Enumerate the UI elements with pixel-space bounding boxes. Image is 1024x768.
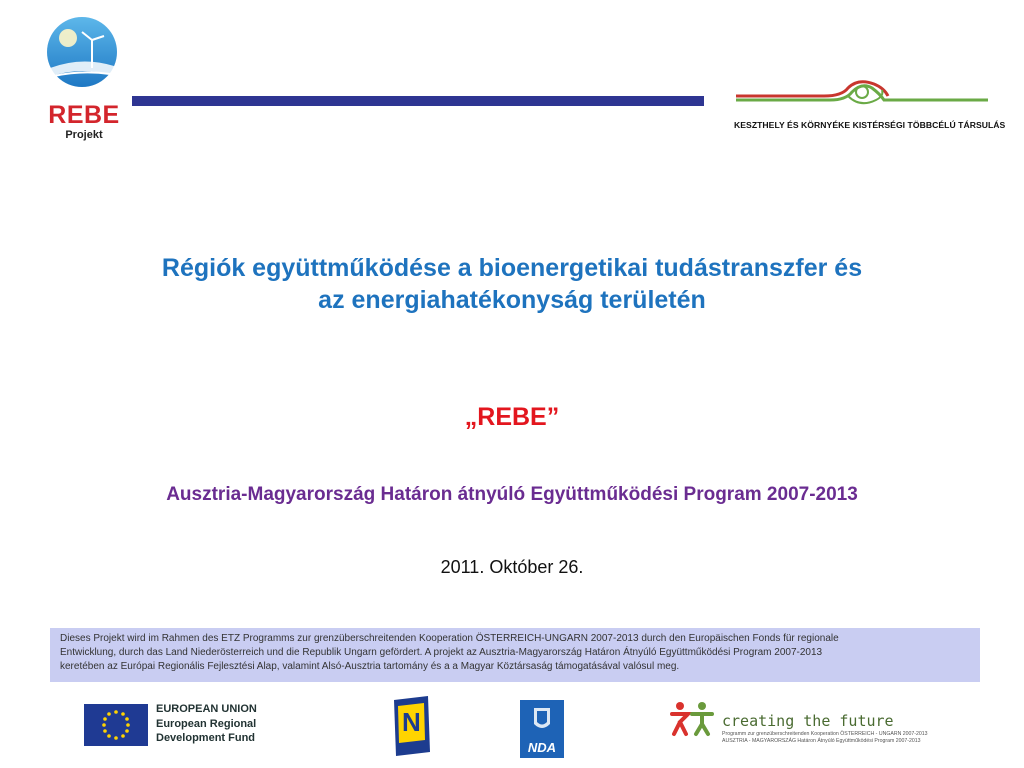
creating-the-future-logo — [670, 700, 960, 750]
eu-line1: EUROPEAN UNION — [156, 703, 257, 715]
eu-regional-fund-logo — [84, 702, 274, 750]
disclaimer-line1: Dieses Projekt wird im Rahmen des ETZ Programms zur grenzüberschreitenden Kooperation ÖSTERREICH-UNGARN 2007-2013 durch den Europäischen Fonds für regionale — [60, 633, 839, 644]
header-divider-bar — [132, 96, 704, 106]
disclaimer-line3: keretében az Európai Regionális Fejlesztési Alap, valamint Alsó-Ausztria tartomány és a a Magyar Köztársaság támogatásával valósul meg. — [60, 661, 680, 673]
program-name: Ausztria-Magyarország Határon átnyúló Együttműködési Program 2007-2013 — [166, 484, 858, 505]
rebe-logo-word: REBE — [48, 101, 120, 129]
ctf-small-text — [722, 731, 962, 745]
ctf-figures-icon — [670, 700, 722, 740]
ctf-small-line1: Programm zur grenzüberschreitenden Kooperation ÖSTERREICH - UNGARN 2007-2013 — [722, 731, 928, 737]
rebe-globe-icon — [46, 16, 118, 88]
eu-logo-text — [156, 702, 276, 746]
rebe-logo-subtitle: Projekt — [65, 129, 103, 141]
nda-text: NDA — [527, 740, 557, 755]
project-name: „REBE” — [464, 403, 560, 431]
keszthely-logo — [734, 78, 1006, 142]
niederoesterreich-logo — [390, 696, 434, 758]
keszthely-org-name: KESZTHELY ÉS KÖRNYÉKE KISTÉRSÉGI TÖBBCÉLÚ TÁRSULÁS — [734, 120, 1006, 130]
keszthely-wave-icon — [734, 78, 990, 118]
rebe-logo — [40, 16, 124, 146]
eu-line3: Development Fund — [156, 732, 256, 744]
slide-title-line1: Régiók együttműködése a bioenergetikai tudástranszfer és — [161, 254, 863, 282]
funding-disclaimer — [50, 628, 980, 682]
ctf-small-line2: AUSZTRIA - MAGYARORSZÁG Határon Átnyúló Együttműködési Program 2007-2013 — [722, 738, 921, 744]
ctf-tagline: creating the future — [722, 712, 894, 730]
slide-date: 2011. Október 26. — [440, 557, 584, 577]
disclaimer-line2: Entwicklung, durch das Land Niederösterreich und die Republik Ungarn gefördert. A projekt az Ausztria-Magyarország Határon Átnyúló Együttműködési Program 2007-2013 — [60, 647, 823, 659]
slide-title-line2: az energiahatékonyság területén — [318, 286, 706, 314]
noe-letter: N — [402, 707, 421, 737]
eu-line2: European Regional — [156, 717, 257, 730]
eu-flag-icon — [84, 704, 148, 746]
slide-title — [20, 252, 1004, 316]
nda-logo — [520, 700, 564, 758]
